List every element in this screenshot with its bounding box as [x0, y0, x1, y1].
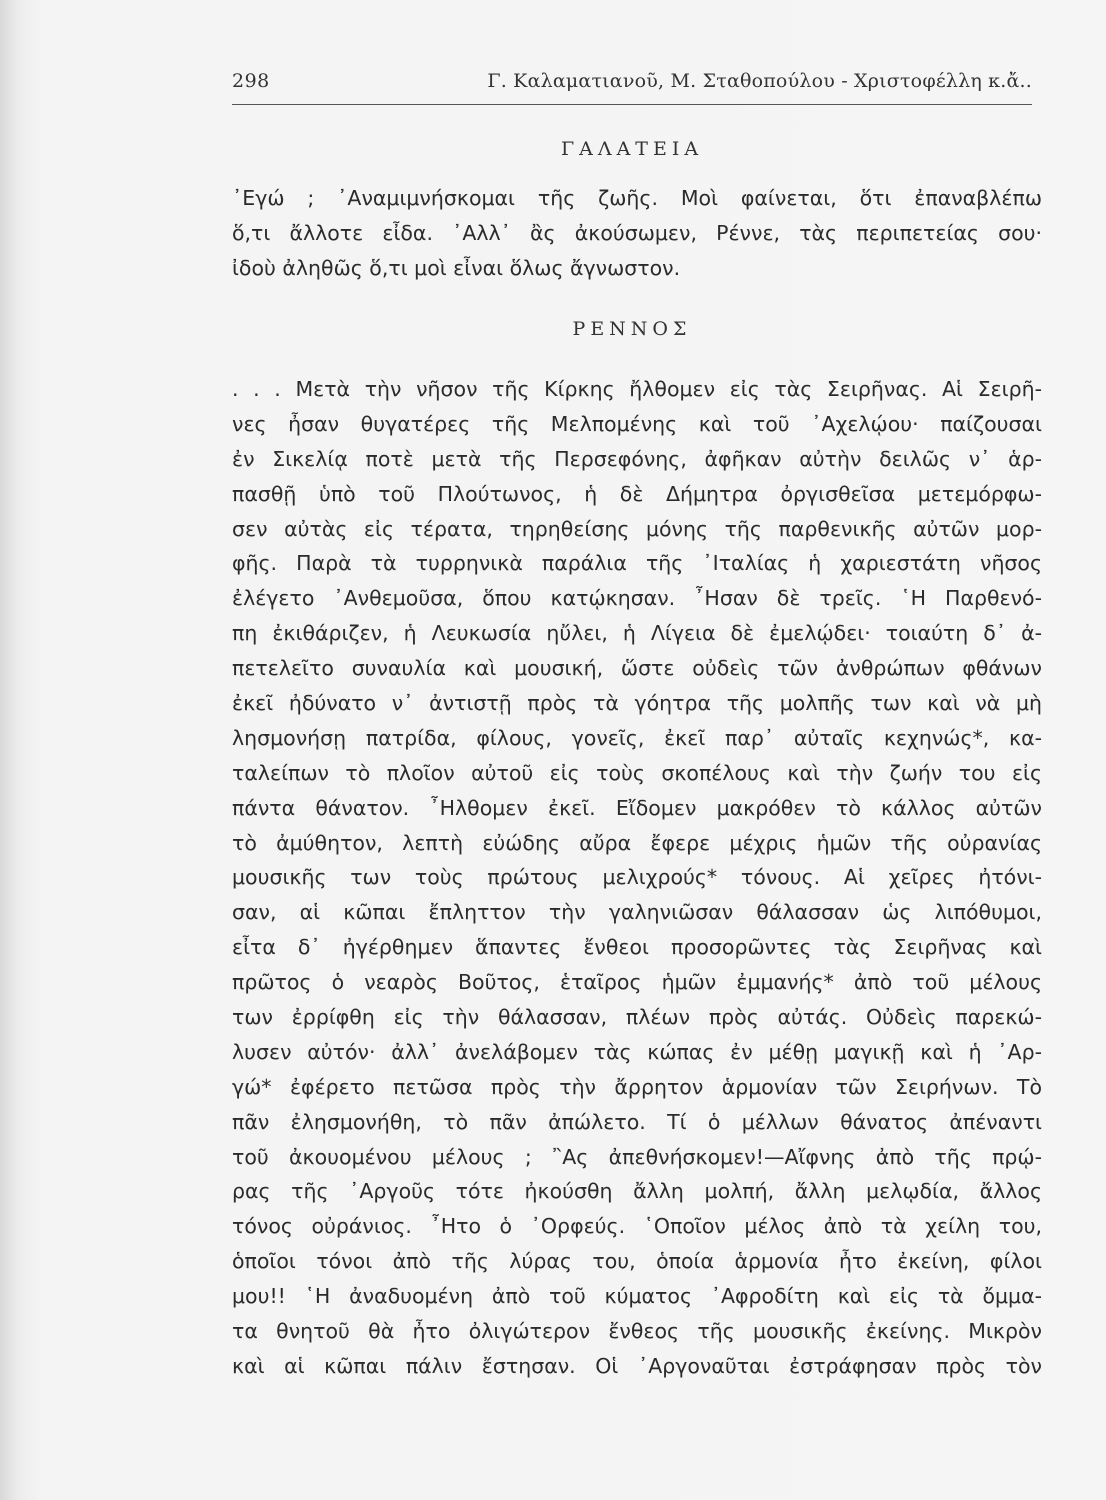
text-line: ἰδοὺ ἀληθῶς ὅ,τι μοὶ εἶναι ὅλως ἄγνωστον. — [232, 255, 681, 280]
text-line: μου!! ῾Η ἀναδυομένη ἀπὸ τοῦ κύματος ᾿Αφροδίτη καὶ εἰς τὰ ὄμμα- — [232, 1284, 1042, 1309]
text-line: πη ἐκιθάριζεν, ἡ Λευκωσία ηὔλει, ἡ Λίγεια δὲ ἐμελῴδει· τοιαύτη δ᾿ ἀ- — [232, 621, 1042, 646]
text-line: λυσεν αὐτόν· ἀλλ᾿ ἀνελάβομεν τὰς κώπας ἐν μέθῃ μαγικῇ καὶ ἡ ᾿Αρ- — [232, 1039, 1042, 1064]
text-line: ταλείπων τὸ πλοῖον αὐτοῦ εἰς τοὺς σκοπέλους καὶ τὴν ζωήν του εἰς — [232, 760, 1042, 785]
text-line: λησμονήσῃ πατρίδα, φίλους, γονεῖς, ἐκεῖ παρ᾿ αὐταῖς κεχηνώς*, κα- — [232, 725, 1042, 750]
text-line: φῆς. Παρὰ τὰ τυρρηνικὰ παράλια τῆς ᾿Ιταλίας ἡ χαριεστάτη νῆσος — [232, 551, 1042, 576]
text-line: πάντα θάνατον. ῏Ηλθομεν ἐκεῖ. Εἴδομεν μακρόθεν τὸ κάλλος αὐτῶν — [232, 795, 1042, 820]
speaker-rennos: ΡΕΝΝΟΣ — [572, 318, 692, 340]
page-number: 298 — [232, 70, 270, 92]
text-line: ὁποῖοι τόνοι ἀπὸ τῆς λύρας του, ὁποία ἁρμονία ἦτο ἐκείνη, φίλοι — [232, 1249, 1042, 1274]
page-header — [232, 66, 1032, 98]
text-line: ἐκεῖ ἠδύνατο ν᾿ ἀντιστῇ πρὸς τὰ γόητρα τῆς μολπῆς των καὶ νὰ μὴ — [232, 691, 1042, 716]
text-line: τα θνητοῦ θὰ ἦτο ὀλιγώτερον ἔνθεος τῆς μουσικῆς ἐκείνης. Μικρὸν — [232, 1319, 1042, 1344]
text-line: πρῶτος ὁ νεαρὸς Βοῦτος, ἑταῖρος ἡμῶν ἐμμανής* ἀπὸ τοῦ μέλους — [232, 970, 1042, 995]
text-line: σαν, αἱ κῶπαι ἔπληττον τὴν γαληνιῶσαν θάλασσαν ὡς λιπόθυμοι, — [232, 900, 1042, 925]
text-line: σεν αὐτὰς εἰς τέρατα, τηρηθείσης μόνης τῆς παρθενικῆς αὐτῶν μορ- — [232, 516, 1042, 541]
header-rule — [232, 104, 1032, 105]
text-line: πετελεῖτο συναυλία καὶ μουσική, ὥστε οὐδεὶς τῶν ἀνθρώπων φθάνων — [232, 656, 1042, 681]
galateia-speech — [232, 181, 1042, 286]
text-line: εἶτα δ᾿ ἠγέρθημεν ἅπαντες ἔνθεοι προσορῶντες τὰς Σειρῆνας καὶ — [232, 935, 1042, 960]
text-line: ᾿Εγώ ; ᾿Αναμιμνήσκομαι τῆς ζωῆς. Μοὶ φαίνεται, ὅτι ἐπαναβλέπω — [232, 186, 1042, 210]
text-line: πᾶν ἐλησμονήθη, τὸ πᾶν ἀπώλετο. Τί ὁ μέλλων θάνατος ἀπέναντι — [232, 1109, 1042, 1134]
text-line: καὶ αἱ κῶπαι πάλιν ἔστησαν. Οἱ ᾿Αργοναῦται ἐστράφησαν πρὸς τὸν — [232, 1353, 1042, 1378]
text-line: μουσικῆς των τοὺς πρώτους μελιχρούς* τόνους. Αἱ χεῖρες ἠτόνι- — [232, 865, 1042, 890]
text-line: ὅ,τι ἄλλοτε εἶδα. ᾿Αλλ᾿ ἂς ἀκούσωμεν, Ρέννε, τὰς περιπετείας σου· — [232, 220, 1042, 245]
speaker-galateia: ΓΑΛΑΤΕΙΑ — [560, 138, 704, 160]
text-line: ἐν Σικελίᾳ ποτὲ μετὰ τῆς Περσεφόνης, ἀφῆκαν αὐτὴν δειλῶς ν᾿ ἁρ- — [232, 446, 1042, 471]
text-line: τοῦ ἀκουομένου μέλους ; ῍Ας ἀπεθνήσκομεν!—Αἴφνης ἀπὸ τῆς πρῴ- — [232, 1144, 1042, 1169]
running-head: Γ. Καλαματιανοῦ, Μ. Σταθοπούλου - Χριστοφέλλη κ.ἄ.. — [487, 70, 1032, 92]
text-line: των ἐρρίφθη εἰς τὴν θάλασσαν, πλέων πρὸς αὐτάς. Οὐδεὶς παρεκώ- — [232, 1005, 1042, 1030]
text-line: . . . Μετὰ τὴν νῆσον τῆς Κίρκης ἤλθομεν εἰς τὰς Σειρῆνας. Αἱ Σειρῆ- — [232, 377, 1042, 401]
text-line: γώ* ἐφέρετο πετῶσα πρὸς τὴν ἄρρητον ἁρμονίαν τῶν Σειρήνων. Τὸ — [232, 1074, 1042, 1099]
text-line: τὸ ἀμύθητον, λεπτὴ εὐώδης αὔρα ἔφερε μέχρις ἡμῶν τῆς οὐρανίας — [232, 830, 1042, 855]
text-line: πασθῇ ὑπὸ τοῦ Πλούτωνος, ἡ δὲ Δήμητρα ὀργισθεῖσα μετεμόρφω- — [232, 481, 1042, 506]
text-line: ρας τῆς ᾿Αργοῦς τότε ἠκούσθη ἄλλη μολπή, ἄλλη μελῳδία, ἄλλος — [232, 1179, 1042, 1204]
text-line: ἐλέγετο ᾿Ανθεμοῦσα, ὅπου κατῴκησαν. ῏Ησαν δὲ τρεῖς. ῾Η Παρθενό- — [232, 586, 1042, 611]
text-line: νες ἦσαν θυγατέρες τῆς Μελπομένης καὶ τοῦ ᾿Αχελῴου· παίζουσαι — [232, 411, 1042, 436]
text-line: τόνος οὐράνιος. ῏Ητο ὁ ᾿Ορφεύς. ῾Οποῖον μέλος ἀπὸ τὰ χείλη του, — [232, 1214, 1042, 1239]
rennos-speech — [232, 372, 1042, 1384]
